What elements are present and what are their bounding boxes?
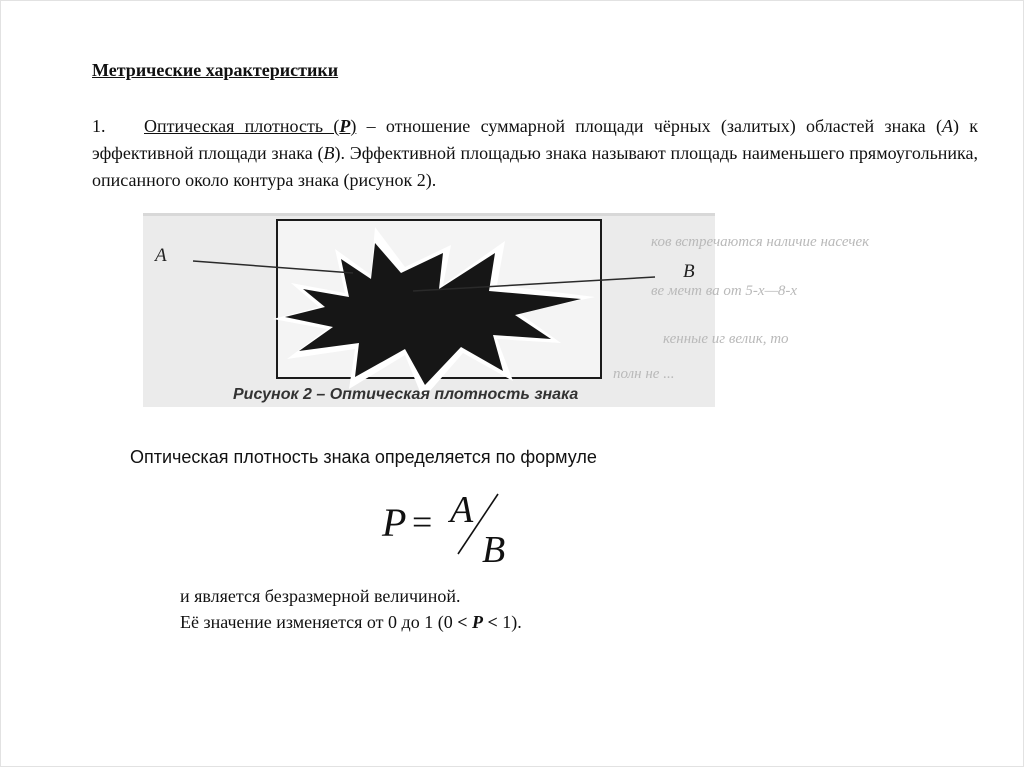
figure-top-edge — [143, 213, 715, 216]
formula-numerator: A — [450, 489, 474, 531]
definition-part3: ). Эффективной площадью знака называют площадь наименьшего прямоугольника, описанного около контура знака (рисунок 2). — [92, 143, 979, 190]
background-text-1: ков встречаются наличие насечек — [651, 234, 870, 250]
range-text-end: 1). — [497, 612, 522, 632]
less-than-2: < — [487, 612, 498, 632]
term-symbol: P — [339, 116, 351, 136]
background-text-3: кенные иг велик, то — [663, 331, 789, 347]
definition-part1: – отношение суммарной площади чёрных (залитых) областей знака ( — [356, 116, 942, 136]
definition-paragraph — [92, 113, 978, 194]
value-range-note — [180, 612, 522, 633]
range-text-start: Её значение изменяется от 0 до 1 (0 — [180, 612, 458, 632]
symbol-b: B — [323, 143, 335, 163]
formula-block — [378, 488, 538, 571]
less-than-1: < — [457, 612, 468, 632]
range-symbol: P — [471, 612, 483, 632]
background-text-2: ве мечт ва от 5-х—8-х — [651, 283, 798, 299]
figure-label-a: A — [155, 245, 167, 266]
formula-drawing — [378, 488, 538, 571]
background-text-4: полн не ... — [613, 366, 675, 382]
figure-label-b: B — [683, 261, 695, 282]
formula-intro: Оптическая плотность знака определяется по формуле — [130, 447, 597, 467]
figure-drawing — [143, 213, 870, 407]
list-number: 1. — [92, 116, 106, 136]
symbol-a: A — [941, 116, 953, 136]
term-text: Оптическая плотность ( — [144, 116, 340, 136]
formula-lhs: P — [382, 500, 407, 545]
term-optical-density — [144, 116, 356, 136]
page-title: Метрические характеристики — [92, 60, 339, 80]
formula-equals: = — [412, 502, 433, 542]
term-close: ) — [350, 116, 357, 136]
definition-part2: ) к эффективной площади знака ( — [92, 116, 978, 163]
figure-caption: Рисунок 2 – Оптическая плотность знака — [233, 386, 579, 403]
dimensionless-note: и является безразмерной величиной. — [180, 586, 461, 606]
formula-denominator: B — [482, 529, 506, 571]
figure-optical-density — [143, 213, 870, 407]
